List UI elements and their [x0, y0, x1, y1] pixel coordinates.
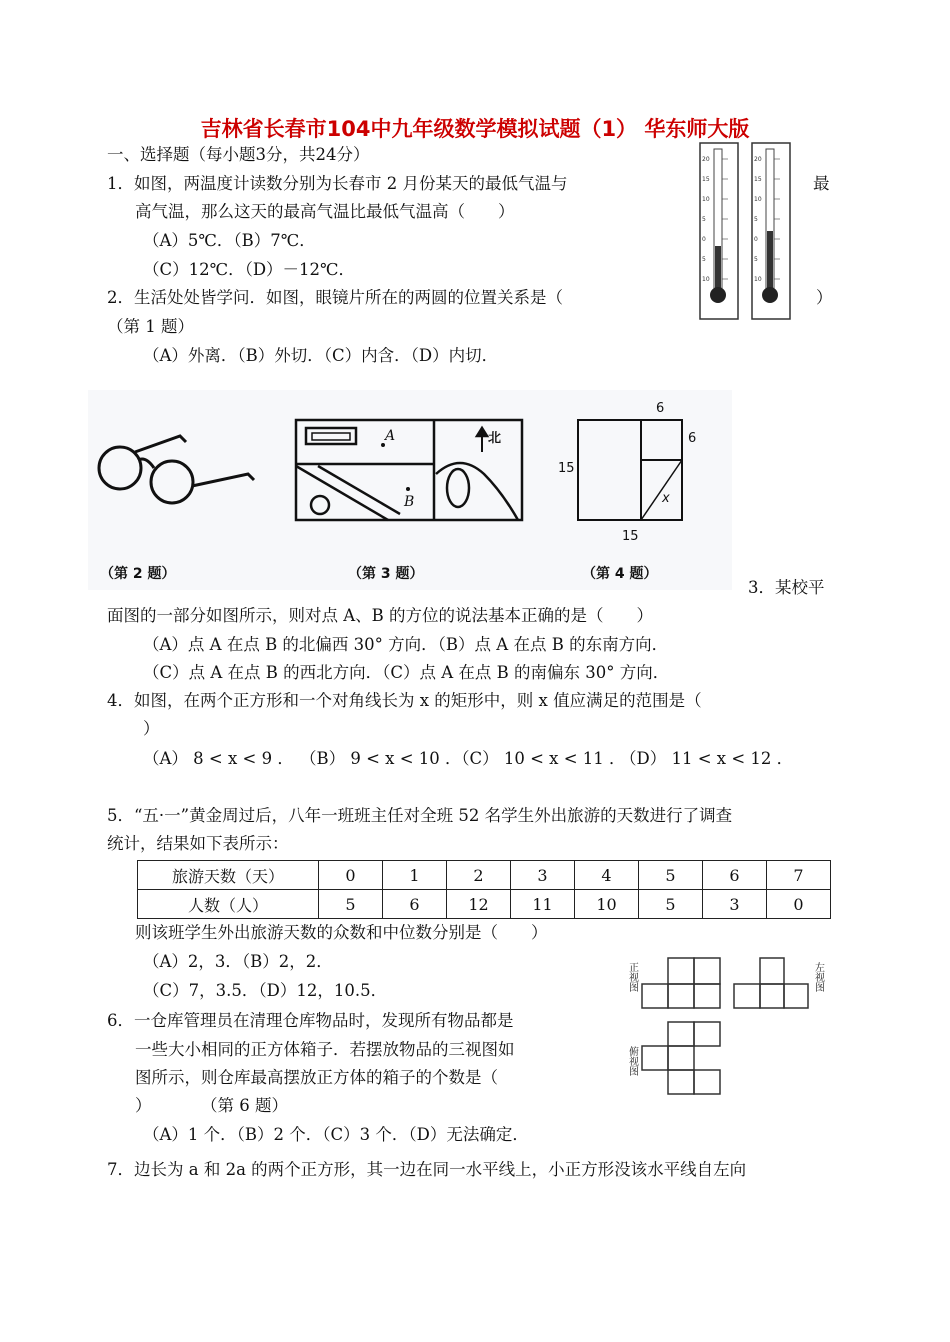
table-cell: 1 [383, 861, 447, 890]
svg-text:5: 5 [754, 216, 758, 223]
q3-options-cd: （C）点 A 在点 B 的西北方向．（C）点 A 在点 B 的南偏东 30° 方向． [143, 663, 670, 682]
table-cell: 2 [447, 861, 511, 890]
q6-line1: 6．一仓库管理员在清理仓库物品时，发现所有物品都是 [107, 1011, 514, 1030]
q5-line1: 5．“五·一”黄金周过后，八年一班班主任对全班 52 名学生外出旅游的天数进行了调查 [107, 806, 733, 825]
table-cell: 5 [639, 890, 703, 919]
table-cell: 3 [703, 890, 767, 919]
point-a-label: A [385, 428, 396, 444]
front-view-label: 正视图 [626, 962, 638, 992]
q4-option-b: （B） 9 < x < 10 ． [300, 749, 462, 768]
q4-option-a: （A） 8 < x < 9 ． [143, 749, 294, 768]
table-cell: 0 [319, 861, 383, 890]
svg-text:15: 15 [702, 176, 710, 183]
q5-options-cd: （C）7，3.5．（D）12，10.5． [143, 981, 388, 1000]
figures-2-3-4 [88, 390, 732, 590]
q2-line2: （第 1 题） [107, 317, 194, 336]
q1-options-ab: （A）5℃．（B）7℃． [143, 231, 316, 250]
q1-line2: 高气温，那么这天的最高气温比最低气温高（ ） [135, 202, 515, 221]
q1-options-cd: （C）12℃．（D）－12℃． [143, 260, 356, 279]
table-cell: 旅游天数（天） [138, 861, 319, 890]
table-cell: 人数（人） [138, 890, 319, 919]
fig4-bottom-label: 15 [622, 529, 639, 544]
page-title: 吉林省长春市104中九年级数学模拟试题（1） 华东师大版 [200, 117, 750, 141]
q5-options-ab: （A）2，3．（B）2，2． [143, 952, 333, 971]
q5-line2: 统计，结果如下表所示： [107, 834, 289, 853]
svg-text:5: 5 [754, 256, 758, 263]
q4-line2: ） [143, 719, 160, 738]
svg-text:10: 10 [702, 276, 710, 283]
travel-days-table [137, 860, 831, 919]
q4-option-c: （C） 10 < x < 11 ． [453, 749, 626, 768]
table-cell: 3 [511, 861, 575, 890]
svg-text:20: 20 [754, 156, 762, 163]
thermometers-figure [698, 141, 798, 323]
q3-line2: 面图的一部分如图所示，则对点 A、B 的方位的说法基本正确的是（ ） [107, 606, 654, 625]
q6-options: （A）1 个．（B）2 个．（C）3 个．（D）无法确定． [143, 1125, 529, 1144]
q3-head: 3．某校平 [748, 578, 825, 597]
fig4-top-label: 6 [656, 401, 665, 416]
table-cell: 4 [575, 861, 639, 890]
table-cell: 6 [383, 890, 447, 919]
three-views-figure [622, 950, 834, 1122]
q4-option-d: （D） 11 < x < 12 ． [620, 749, 794, 768]
q4-line1: 4．如图，在两个正方形和一个对角线长为 x 的矩形中，则 x 值应满足的范围是（ [107, 691, 702, 710]
q2-options: （A）外离．（B）外切．（C）内含．（D）内切． [143, 346, 499, 365]
q7-line1: 7．边长为 a 和 2a 的两个正方形，其一边在同一水平线上，小正方形没该水平线自左向 [107, 1160, 747, 1179]
svg-text:10: 10 [754, 196, 762, 203]
table-cell: 6 [703, 861, 767, 890]
caption-fig2: （第 2 题） [100, 566, 176, 582]
fig4-diag-label: x [662, 491, 670, 506]
caption-fig3: （第 3 题） [348, 566, 424, 582]
table-cell: 5 [319, 890, 383, 919]
thermometer-left [700, 143, 738, 319]
svg-text:15: 15 [754, 176, 762, 183]
table-cell: 5 [639, 861, 703, 890]
svg-text:20: 20 [702, 156, 710, 163]
q5-question: 则该班学生外出旅游天数的众数和中位数分别是（ ） [135, 923, 548, 942]
q1-line1: 1．如图，两温度计读数分别为长春市 2 月份某天的最低气温与 [107, 174, 568, 193]
q6-line3: 图所示，则仓库最高摆放正方体的箱子的个数是（ [135, 1068, 498, 1087]
caption-fig4: （第 4 题） [582, 566, 658, 582]
q1-line1-tail: 最 [813, 174, 830, 193]
table-row [138, 890, 831, 919]
top-view-label: 俯视图 [626, 1046, 638, 1076]
table-cell: 7 [767, 861, 831, 890]
table-cell: 12 [447, 890, 511, 919]
q3-options-ab: （A）点 A 在点 B 的北偏西 30° 方向．（B）点 A 在点 B 的东南方向． [143, 635, 669, 654]
svg-text:0: 0 [754, 236, 758, 243]
q6-line4: ） （第 6 题） [135, 1096, 288, 1115]
q2-line1-tail: ） [816, 288, 833, 307]
svg-text:10: 10 [754, 276, 762, 283]
svg-text:10: 10 [702, 196, 710, 203]
thermometer-right [752, 143, 790, 319]
table-cell: 0 [767, 890, 831, 919]
svg-text:0: 0 [702, 236, 706, 243]
north-label: 北 [488, 431, 502, 446]
left-view-label: 左视图 [812, 962, 824, 992]
svg-text:5: 5 [702, 216, 706, 223]
svg-text:5: 5 [702, 256, 706, 263]
table-cell: 10 [575, 890, 639, 919]
point-b-label: B [404, 494, 415, 510]
section-heading: 一、选择题（每小题3分，共24分） [107, 145, 370, 164]
table-row [138, 861, 831, 890]
fig4-right-label: 6 [688, 431, 697, 446]
q2-line1: 2．生活处处皆学问．如图，眼镜片所在的两圆的位置关系是（ [107, 288, 563, 307]
fig4-left-label: 15 [558, 461, 575, 476]
q6-line2: 一些大小相同的正方体箱子．若摆放物品的三视图如 [135, 1040, 515, 1059]
table-cell: 11 [511, 890, 575, 919]
